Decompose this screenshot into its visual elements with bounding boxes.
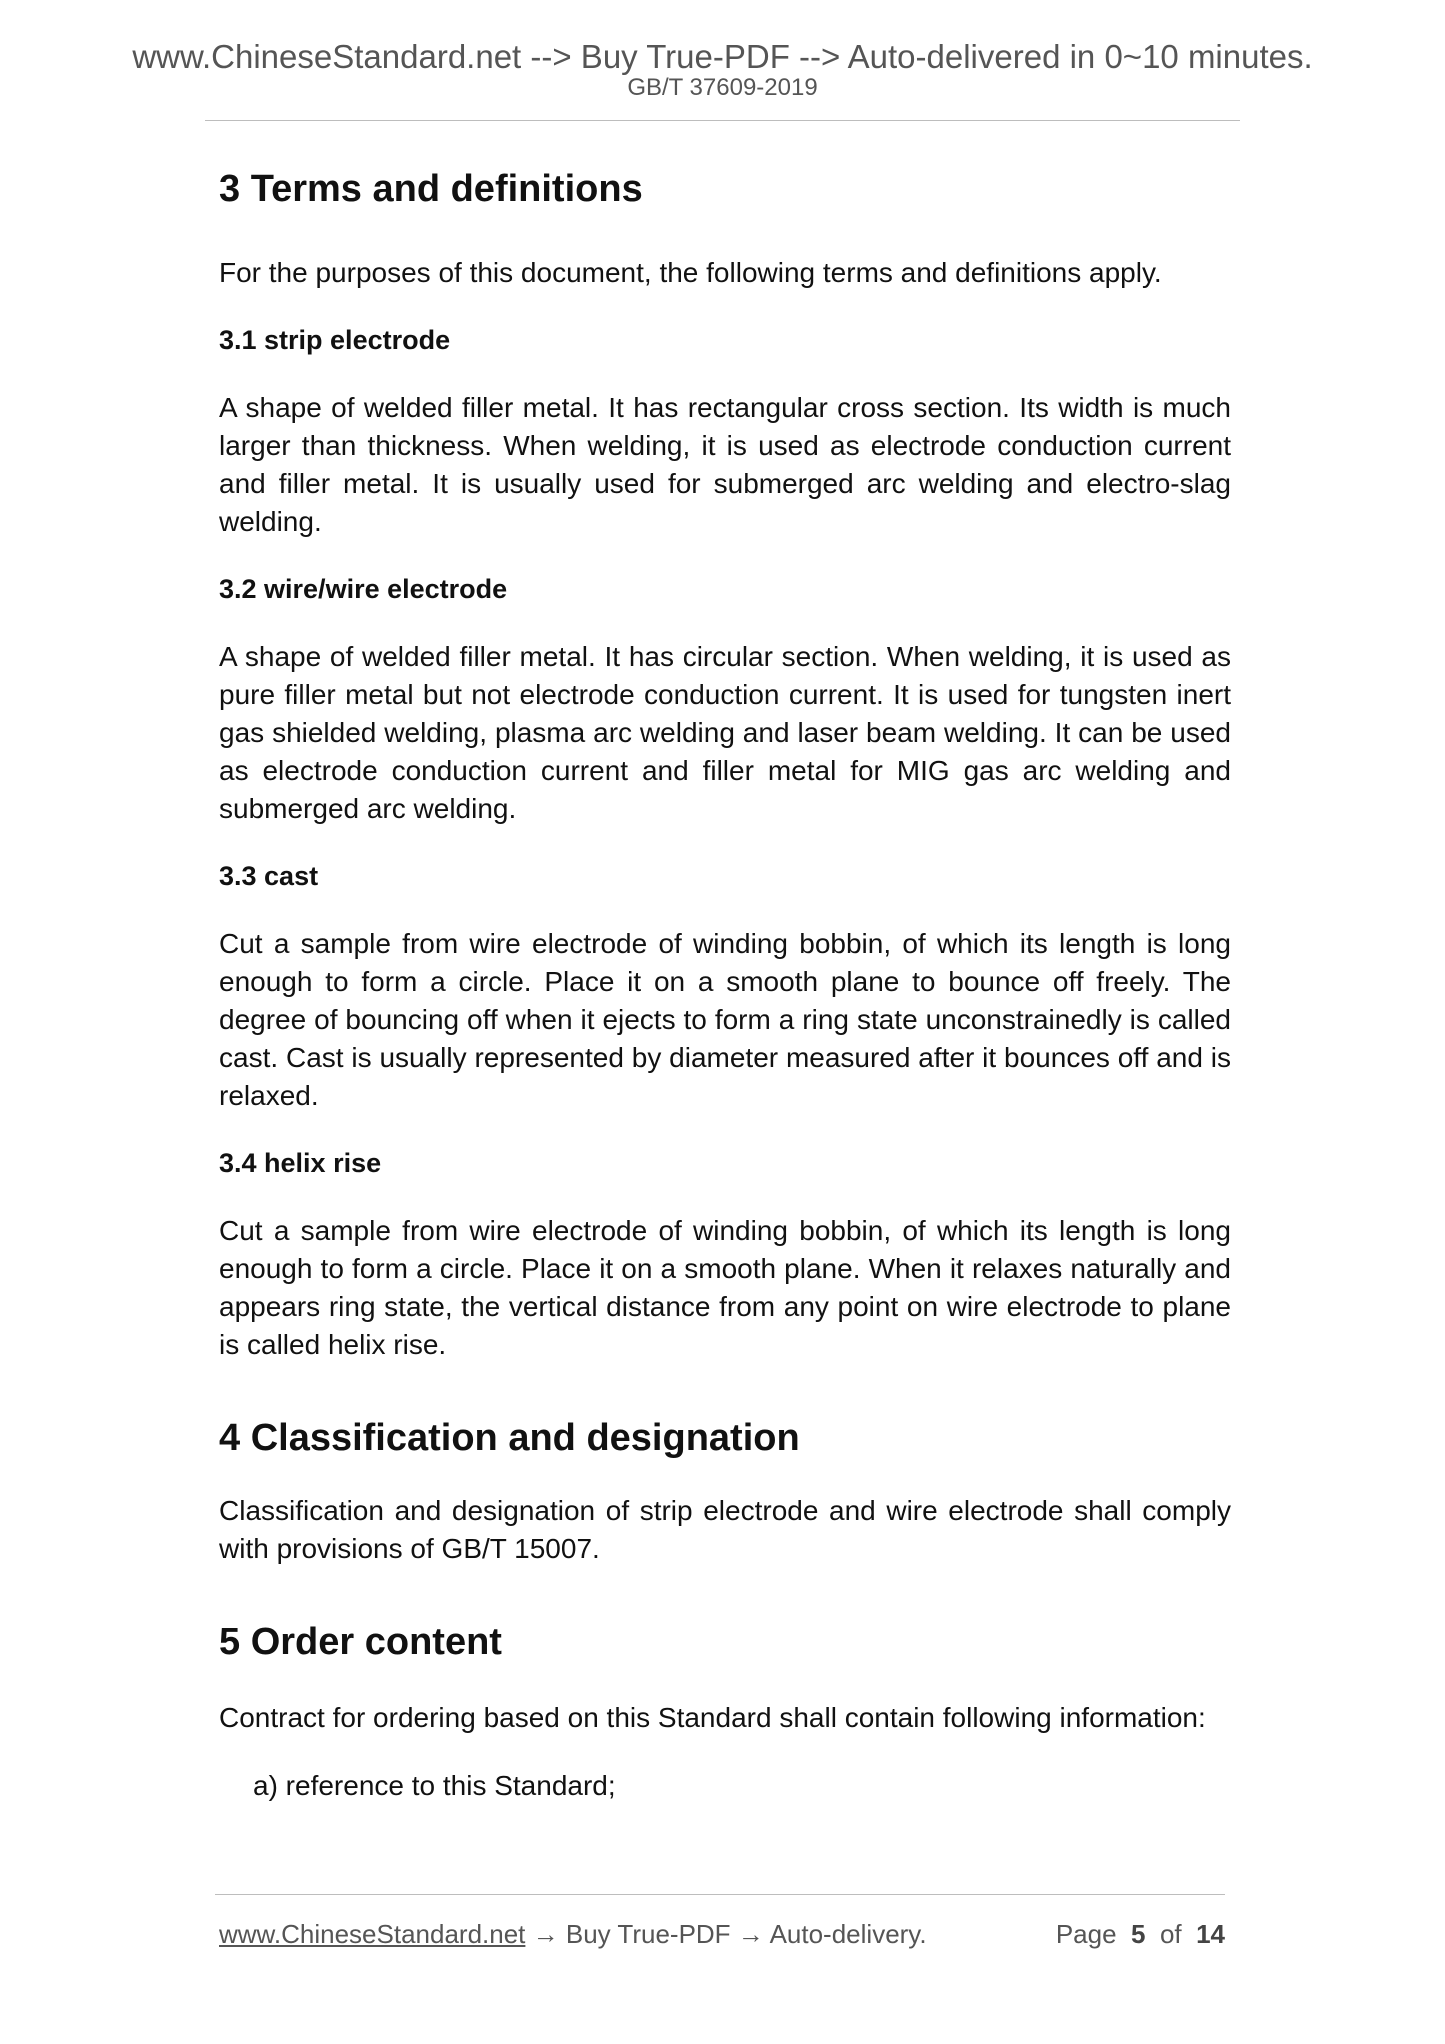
section-4-heading: 4 Classification and designation <box>219 1417 800 1460</box>
term-3-4-title: 3.4 helix rise <box>219 1148 382 1179</box>
term-3-2-definition: A shape of welded filler metal. It has circular section. When welding, it is used as pure filler metal but not electrode conduction current. It is used for tungsten inert gas shielded welding, plasma arc welding and laser beam welding. It can be used as electrode conduction current and filler metal for MIG gas arc welding and submerged arc welding. <box>219 641 1231 825</box>
term-3-3-title: 3.3 cast <box>219 861 319 892</box>
page-indicator <box>1056 1914 1225 1954</box>
page-content <box>219 165 1231 1805</box>
page-current: 5 <box>1131 1919 1146 1949</box>
page-of-label: of <box>1159 1919 1182 1949</box>
section-3-heading: 3 Terms and definitions <box>219 168 643 210</box>
header-divider <box>205 120 1240 121</box>
order-item-a: a) reference to this Standard; <box>253 1770 616 1802</box>
page-label: Page <box>1055 1919 1117 1949</box>
site-banner: www.ChineseStandard.net --> Buy True-PDF --> Auto-delivered in 0~10 minutes. <box>132 38 1313 75</box>
footer-left <box>219 1914 927 1954</box>
document-code: GB/T 37609-2019 <box>627 74 818 101</box>
page-footer <box>219 1914 1225 1954</box>
section-4-body: Classification and designation of strip electrode and wire electrode shall comply with provisions of GB/T 15007. <box>219 1494 1231 1564</box>
footer-tagline: → Buy True-PDF → Auto-delivery. <box>525 1919 927 1949</box>
section-3-intro: For the purposes of this document, the following terms and definitions apply. <box>219 257 1162 289</box>
page-total: 14 <box>1196 1919 1225 1949</box>
section-5-intro: Contract for ordering based on this Standard shall contain following information: <box>219 1702 1206 1734</box>
term-3-4-definition: Cut a sample from wire electrode of winding bobbin, of which its length is long enough to form a circle. Place it on a smooth plane. When it relaxes naturally and appears ring state, the vertical distance from any point on wire electrode to plane is called helix rise. <box>219 1215 1231 1361</box>
term-3-3-definition: Cut a sample from wire electrode of winding bobbin, of which its length is long enough to form a circle. Place it on a smooth plane to bounce off freely. The degree of bouncing off when it ejects to form a ring state unconstrainedly is called cast. Cast is usually represented by diameter measured after it bounces off and is relaxed. <box>219 928 1231 1112</box>
footer-site-link[interactable]: www.ChineseStandard.net <box>219 1919 526 1949</box>
footer-divider <box>215 1894 1225 1895</box>
term-3-1-definition: A shape of welded filler metal. It has rectangular cross section. Its width is much larger than thickness. When welding, it is used as electrode conduction current and filler metal. It is usually used for submerged arc welding and electro-slag welding. <box>219 392 1231 538</box>
term-3-1-title: 3.1 strip electrode <box>219 325 451 356</box>
section-5-heading: 5 Order content <box>219 1620 502 1663</box>
term-3-2-title: 3.2 wire/wire electrode <box>219 574 508 605</box>
